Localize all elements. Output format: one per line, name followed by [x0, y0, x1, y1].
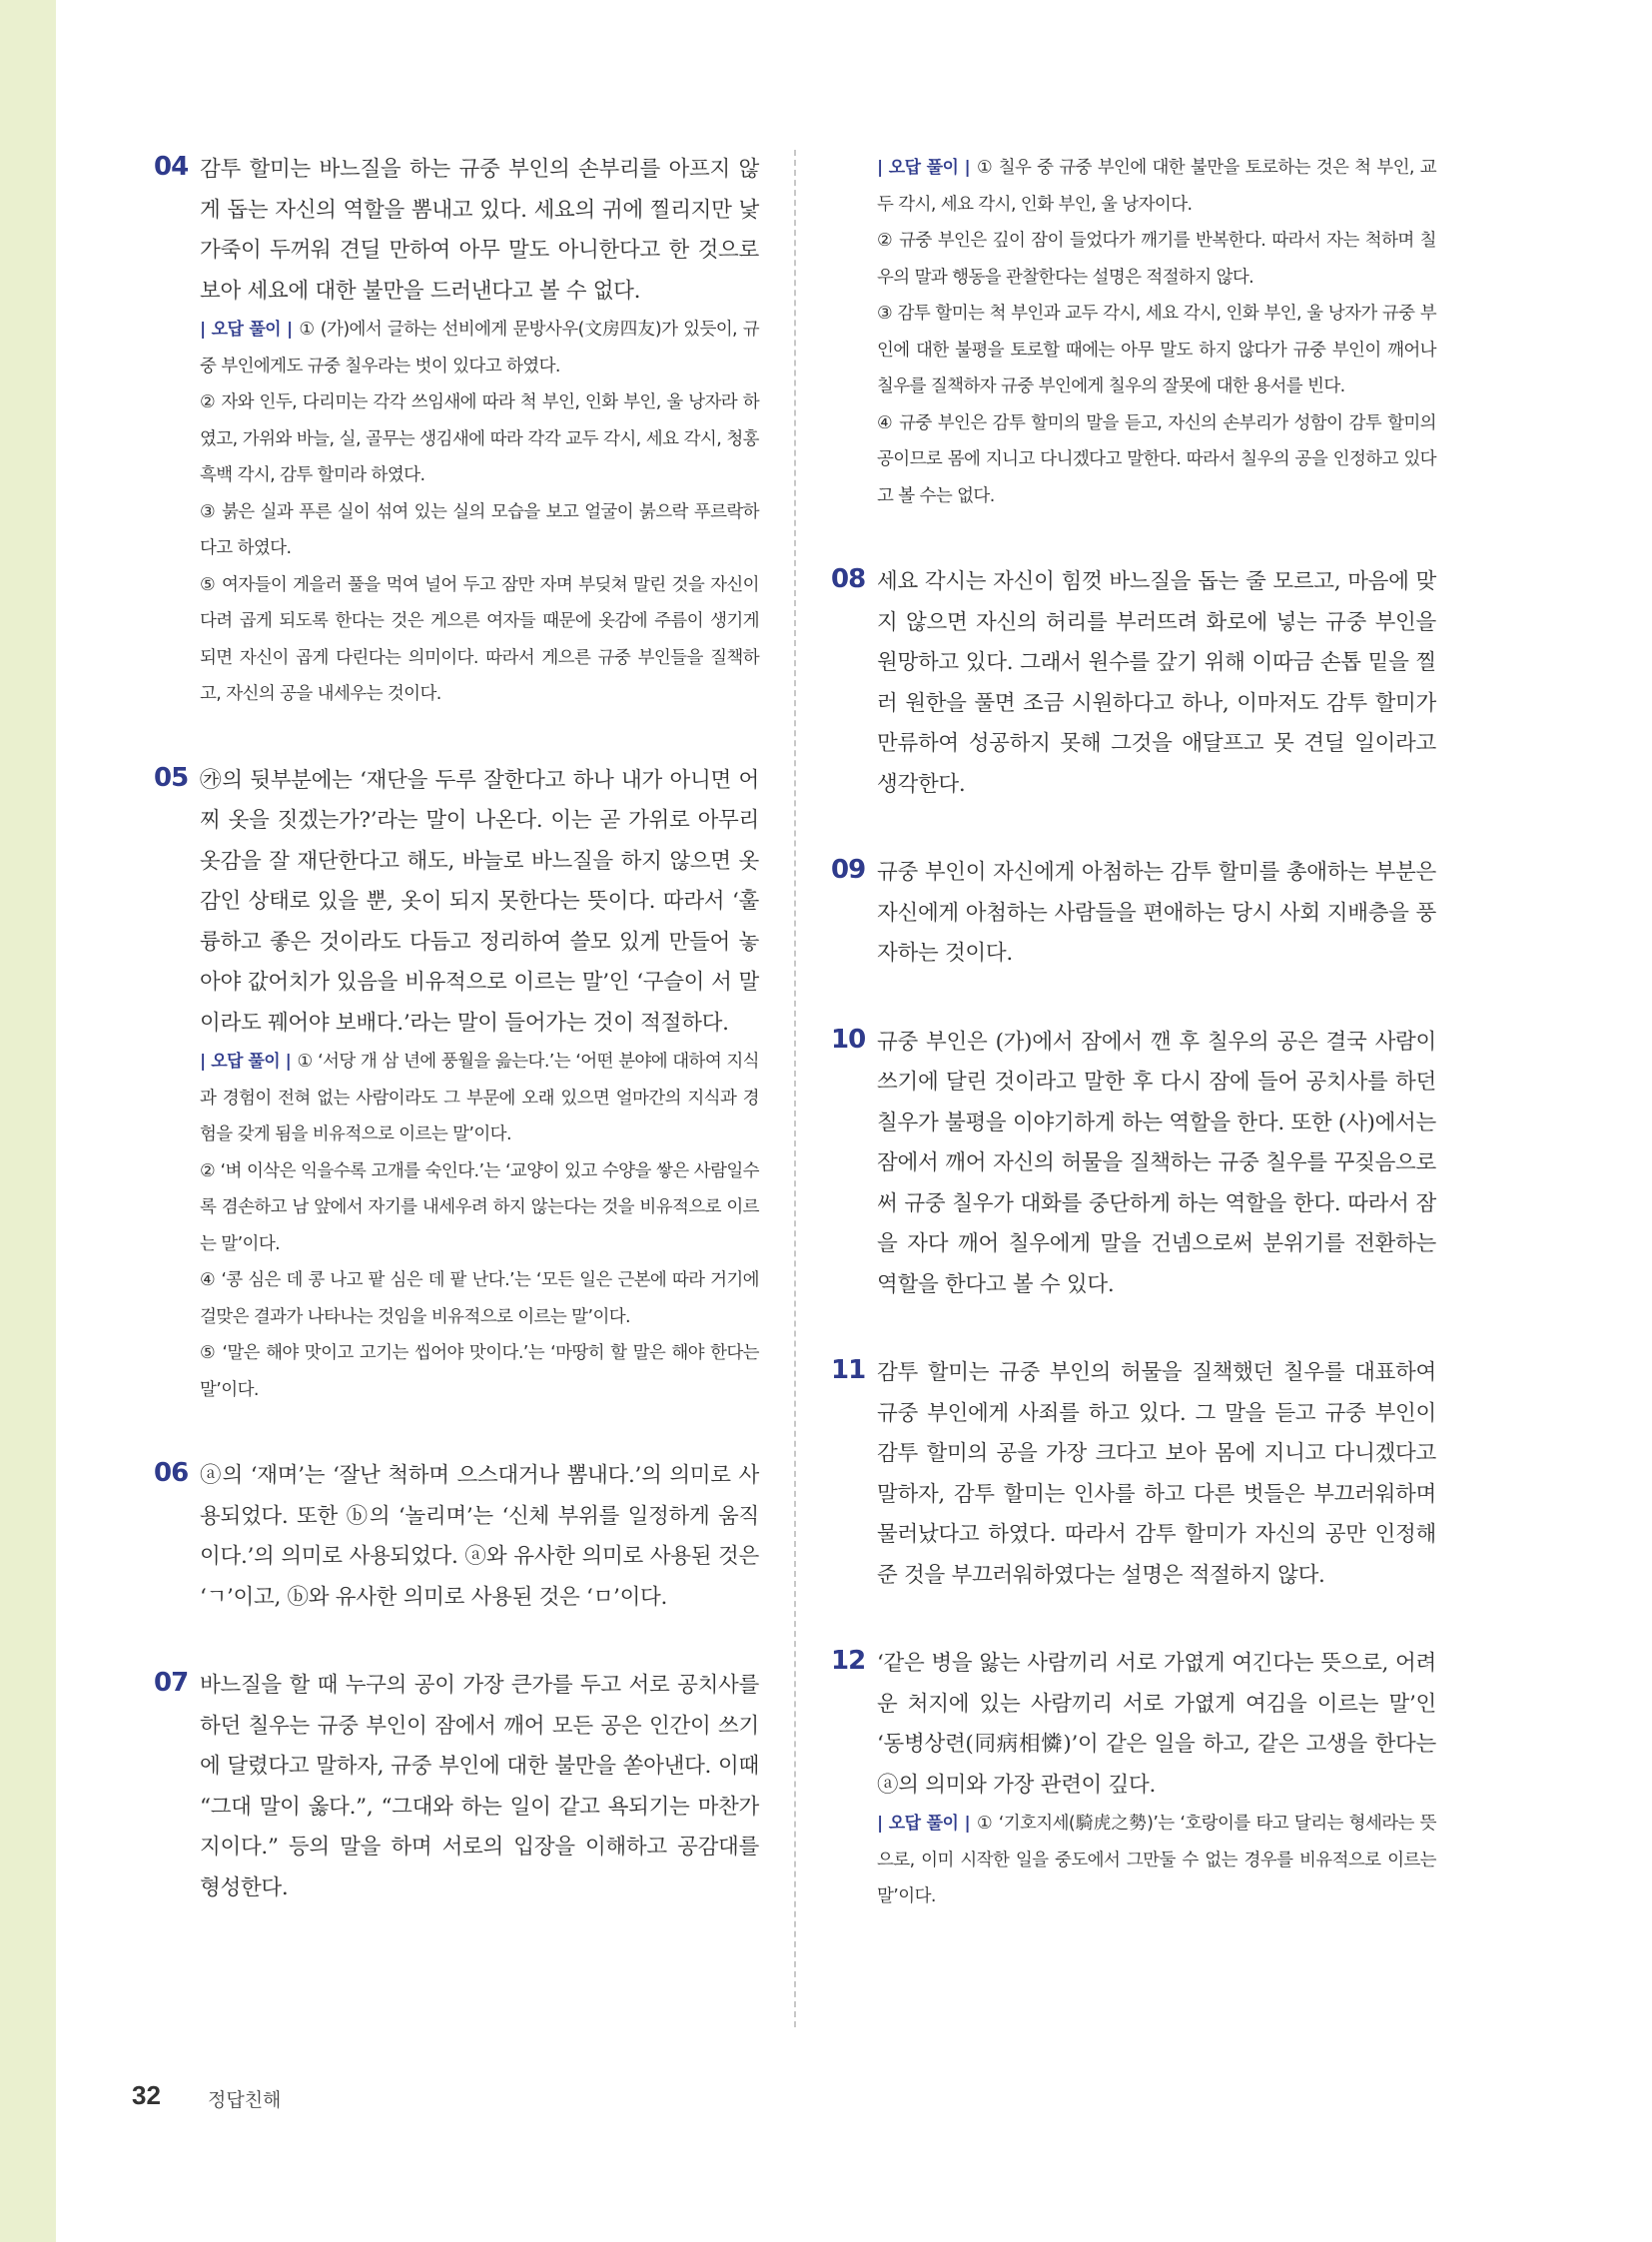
answer-explanation: 감투 할미는 바느질을 하는 규중 부인의 손부리를 아프지 않게 돕는 자신의 역할을 뽐내고 있다. 세요의 귀에 찔리지만 낯가죽이 두꺼워 견딜 만하여 아무 말도 아니한다고 한 것으로 보아 세요에 대한 불만을 드러낸다고 볼 수 없다. — [200, 157, 759, 304]
question-08 — [831, 562, 1436, 805]
wrong-answer-note: ② 자와 인두, 다리미는 각각 쓰임새에 따라 척 부인, 인화 부인, 울 낭자라 하였고, 가위와 바늘, 실, 골무는 생김새에 따라 각각 교두 각시, 세요 각시, 청홍흑백 각시, 감투 할미라 하였다. — [200, 392, 759, 485]
sol-text: ① 칠우 중 규중 부인에 대한 불만을 토로하는 것은 척 부인, 교두 각시, 세요 각시, 인화 부인, 울 낭자이다. — [877, 158, 1437, 215]
sol-text: ① ‘기호지세(騎虎之勢)’는 ‘호랑이를 타고 달리는 형세라는 뜻으로, 이미 시작한 일을 중도에서 그만둘 수 없는 경우를 비유적으로 이르는 말’이다. — [877, 1814, 1436, 1906]
sol-text: ① (가)에서 글하는 선비에게 문방사우(文房四友)가 있듯이, 규중 부인에게도 규중 칠우라는 벗이 있다고 하였다. — [200, 320, 759, 376]
answer-explanation: 감투 할미는 규중 부인의 허물을 질책했던 칠우를 대표하여 규중 부인에게 사죄를 하고 있다. 그 말을 듣고 규중 부인이 감투 할미의 공을 가장 크다고 보아 몸에 지니고 다니겠다고 말하자, 감투 할미는 인사를 하고 다른 벗들은 부끄러워하며 물러났다고 하였다. 따라서 감투 할미가 자신의 공만 인정해 준 것을 부끄러워하였다는 설명은 적절하지 않다. — [877, 1360, 1436, 1588]
question-number: 11 — [831, 1355, 866, 1385]
question-04 — [154, 150, 759, 713]
wrong-answer-note: ④ 규중 부인은 감투 할미의 말을 듣고, 자신의 손부리가 성함이 감투 할미의 공이므로 몸에 지니고 다니겠다고 말한다. 따라서 칠우의 공을 인정하고 있다고 볼 수는 없다. — [877, 412, 1436, 506]
question-12 — [831, 1644, 1436, 1915]
answer-explanation: 바느질을 할 때 누구의 공이 가장 큰가를 두고 서로 공치사를 하던 칠우는 규중 부인이 잠에서 깨어 모든 공은 인간이 쓰기에 달렸다고 말하자, 규중 부인에 대한 불만을 쏟아낸다. 이때 “그대 말이 옳다.”, “그대와 하는 일이 같고 욕되기는 마찬가지이다.” 등의 말을 하며 서로의 입장을 이해하고 공감대를 형성한다. — [200, 1673, 759, 1900]
sol-tag: | 오답 풀이 | — [877, 1814, 971, 1834]
question-number: 09 — [831, 855, 866, 885]
wrong-answer-note: ⑤ 여자들이 게을러 풀을 먹여 널어 두고 잠만 자며 부딪쳐 말린 것을 자신이 다려 곱게 되도록 한다는 것은 게으른 여자들 때문에 옷감에 주름이 생기게 되면 자신이 곱게 다린다는 의미이다. 따라서 게으른 규중 부인들을 질책하고, 자신의 공을 내세우는 것이다. — [200, 574, 759, 704]
question-07 — [154, 1666, 759, 1908]
right-column — [831, 150, 1436, 1963]
question-number: 04 — [154, 152, 189, 182]
sol-tag: | 오답 풀이 | — [877, 158, 971, 178]
wrong-answer-note: ② ‘벼 이삭은 익을수록 고개를 숙인다.’는 ‘교양이 있고 수양을 쌓은 사람일수록 겸손하고 남 앞에서 자기를 내세우려 하지 않는다는 것을 비유적으로 이르는 말’이다. — [200, 1160, 759, 1254]
question-09 — [831, 853, 1436, 975]
answer-explanation: ‘같은 병을 앓는 사람끼리 서로 가엾게 여긴다는 뜻으로, 어려운 처지에 있는 사람끼리 서로 가엾게 여김을 이르는 말’인 ‘동병상련(同病相憐)’이 같은 일을 하고, 같은 고생을 한다는 ⓐ의 의미와 가장 관련이 깊다. — [877, 1651, 1436, 1798]
wrong-answer-note: ③ 붉은 실과 푸른 실이 섞여 있는 실의 모습을 보고 얼굴이 붉으락 푸르락하다고 하였다. — [200, 501, 759, 558]
question-10 — [831, 1023, 1436, 1306]
question-05 — [154, 761, 759, 1409]
wrong-answer-note: ② 규중 부인은 깊이 잠이 들었다가 깨기를 반복한다. 따라서 자는 척하며 칠우의 말과 행동을 관찰한다는 설명은 적절하지 않다. — [877, 231, 1436, 288]
sol-text: ① ‘서당 개 삼 년에 풍월을 읊는다.’는 ‘어떤 분야에 대하여 지식과 경험이 전혀 없는 사람이라도 그 부문에 오래 있으면 얼마간의 지식과 경험을 갖게 됨을 비유적으로 이르는 말’이다. — [200, 1052, 759, 1144]
wrong-answer-note — [877, 1806, 1436, 1915]
answer-explanation: ⓐ의 ‘재며’는 ‘잘난 척하며 으스대거나 뽐내다.’의 의미로 사용되었다. 또한 ⓑ의 ‘놀리며’는 ‘신체 부위를 일정하게 움직이다.’의 의미로 사용되었다. ⓐ와 유사한 의미로 사용된 것은 ‘ㄱ’이고, ⓑ와 유사한 의미로 사용된 것은 ‘ㅁ’이다. — [200, 1463, 759, 1610]
wrong-answer-note: ⑤ ‘말은 해야 맛이고 고기는 씹어야 맛이다.’는 ‘마땅히 할 말은 해야 한다는 말’이다. — [200, 1343, 759, 1400]
sol-tag: | 오답 풀이 | — [200, 1052, 292, 1072]
wrong-answer-note — [200, 1044, 759, 1153]
left-column — [154, 150, 759, 1956]
wrong-answer-note — [877, 150, 1436, 223]
column-divider — [794, 150, 796, 2027]
question-11 — [831, 1353, 1436, 1596]
wrong-answer-note: ③ 감투 할미는 척 부인과 교두 각시, 세요 각시, 인화 부인, 울 낭자가 규중 부인에 대한 불평을 토로할 때에는 아무 말도 하지 않다가 규중 부인이 깨어나 칠우를 질책하자 규중 부인에게 칠우의 잘못에 대한 용서를 빈다. — [877, 304, 1436, 396]
answer-explanation: 규중 부인이 자신에게 아첨하는 감투 할미를 총애하는 부분은 자신에게 아첨하는 사람들을 편애하는 당시 사회 지배층을 풍자하는 것이다. — [877, 860, 1436, 966]
answer-explanation: ㉮의 뒷부분에는 ‘재단을 두루 잘한다고 하나 내가 아니면 어찌 옷을 짓겠는가?’라는 말이 나온다. 이는 곧 가위로 아무리 옷감을 잘 재단한다고 해도, 바늘로 바느질을 하지 않으면 옷감인 상태로 있을 뿐, 옷이 되지 못한다는 뜻이다. 따라서 ‘훌륭하고 좋은 것이라도 다듬고 정리하여 쓸모 있게 만들어 놓아야 값어치가 있음을 비유적으로 이르는 말’인 ‘구슬이 서 말이라도 꿰어야 보배다.’라는 말이 들어가는 것이 적절하다. — [200, 767, 759, 1036]
answer-explanation: 세요 각시는 자신이 힘껏 바느질을 돕는 줄 모르고, 마음에 맞지 않으면 자신의 허리를 부러뜨려 화로에 넣는 규중 부인을 원망하고 있다. 그래서 원수를 갚기 위해 이따금 손톱 밑을 찔러 원한을 풀면 조금 시원하다고 하나, 이마저도 감투 할미가 만류하여 성공하지 못해 그것을 애달프고 못 견딜 일이라고 생각한다. — [877, 569, 1436, 797]
wrong-answer-note: ④ ‘콩 심은 데 콩 나고 팥 심은 데 팥 난다.’는 ‘모든 일은 근본에 따라 거기에 걸맞은 결과가 나타나는 것임을 비유적으로 이르는 말’이다. — [200, 1270, 759, 1327]
side-color-band — [0, 0, 56, 2242]
question-06 — [154, 1456, 759, 1618]
book-title: 정답친해 — [208, 2089, 282, 2111]
answer-explanation: 규중 부인은 (가)에서 잠에서 깬 후 칠우의 공은 결국 사람이 쓰기에 달린 것이라고 말한 후 다시 잠에 들어 공치사를 하던 칠우가 불평을 이야기하게 하는 역할을 한다. 또한 (사)에서는 잠에서 깨어 자신의 허물을 질책하는 규중 칠우를 꾸짖음으로써 규중 칠우가 대화를 중단하게 하는 역할을 한다. 따라서 잠을 자다 깨어 칠우에게 말을 건넴으로써 분위기를 전환하는 역할을 한다고 볼 수 있다. — [877, 1029, 1436, 1297]
question-number: 12 — [831, 1646, 866, 1676]
question-number: 05 — [154, 762, 189, 793]
question-number: 06 — [154, 1458, 189, 1488]
question-number: 07 — [154, 1668, 189, 1698]
question-number: 10 — [831, 1024, 866, 1055]
wrong-answer-note — [200, 312, 759, 384]
question-07-continued — [831, 150, 1436, 514]
question-number: 08 — [831, 564, 866, 594]
page-number: 32 — [132, 2080, 161, 2110]
sol-tag: | 오답 풀이 | — [200, 320, 293, 340]
